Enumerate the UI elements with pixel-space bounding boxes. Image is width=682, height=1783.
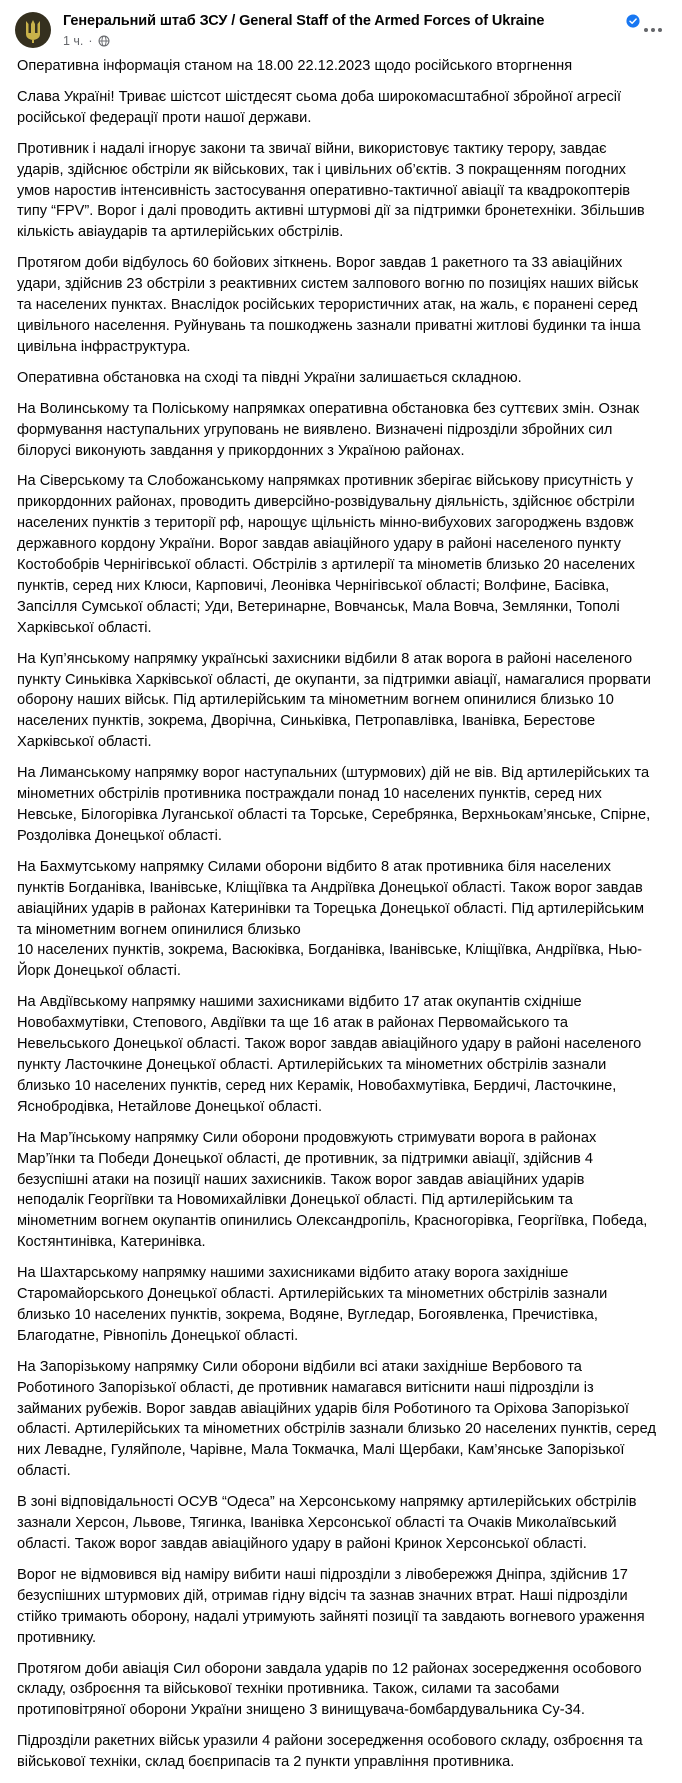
page-avatar[interactable] — [15, 12, 51, 48]
post-paragraph: На Куп’янському напрямку українські захисники відбили 8 атак ворога в районі населеного пункту Синьківка Харківської області, де окупанти, за підтримки авіації, намагалися прорвати оборону наших військ. Під артилерійським та мінометним вогнем опинилися близько 10 населених пунктів, зокрема, Дворічна, Синьківка, Петропавлівка, Іванівка, Берестове Харківської області. — [17, 650, 651, 751]
post-paragraph: Протягом доби авіація Сил оборони завдала ударів по 12 районах зосередження особового складу, озброєння та військової техніки противника. Також, силами та засобами протиповітряної оборони України знищено 3 винищувача-бомбардувальника Су-34. — [17, 1660, 642, 1719]
post-paragraph: Ворог не відмовився від наміру вибити наші підрозділи з лівобережжя Дніпра, здійснив 17 безуспішних штурмових дій, отримав гідну відсіч та зазнав значних втрат. Наші підрозділи стійко тримають оборону, надалі утримують зайняті позиції та завдають вогневого ураження противнику. — [17, 1566, 645, 1646]
post-paragraph: На Мар’їнському напрямку Сили оборони продовжують стримувати ворога в районах Мар’їнки та Победи Донецької області, де противник, за підтримки авіації, здійснив 4 безуспішні атаки на позиції наших захисників. Також ворог завдав авіаційних ударів неподалік Георгіївки та Новомихайлівки Донецької області. Під артилерійським та мінометним вогнем окупантів опинились Олександропіль, Красногорівка, Георгіївка, Победа, Костянтинівка, Катеринівка. — [17, 1129, 648, 1251]
meta-separator: · — [88, 34, 93, 48]
more-options-icon[interactable] — [641, 18, 665, 42]
post-meta — [63, 34, 110, 48]
verified-badge-icon — [626, 14, 640, 28]
post-paragraph: На Лиманському напрямку ворог наступальних (штурмових) дій не вів. Від артилерійських та мінометних обстрілів противника постраждали понад 10 населених пунктів, серед них Невське, Білогорівка Луганської області та Торське, Серебрянка, Верхньокам’янське, Спірне, Роздолівка Донецької області. — [17, 765, 651, 844]
post-paragraph: На Сіверському та Слобожанському напрямках противник зберігає військову присутність у прикордонних районах, проводить диверсійно-розвідувальну діяльність, здійснює обстріли населених пунктів з території рф, нарощує щільність мінно-вибухових загороджень вздовж державного кордону України. Ворог завдав авіаційного удару в районі населеного пункту Костобобрів Чернігівської області. Обстрілів з артилерії та мінометів близько 20 населених пунктів, серед них Клюси, Карповичі, Леонівка Чернігівської області; Волфине, Басівка, Запсілля Сумської області; Уди, Ветеринарне, Вовчанськ, Мала Вовча, Землянки, Тополі Харківської області. — [17, 473, 635, 636]
post-author-name[interactable]: Генеральний штаб ЗСУ / General Staff of the Armed Forces of Ukraine — [63, 13, 545, 29]
post-header — [15, 12, 667, 50]
ukraine-trident-emblem-icon — [15, 12, 51, 48]
post-body — [17, 56, 667, 1783]
post-paragraph: Підрозділи ракетних військ уразили 4 райони зосередження особового складу, озброєння та військової техніки, склад боєприпасів та 2 пункти управління противника. — [17, 1733, 643, 1771]
post-paragraph: На Авдіївському напрямку нашими захисниками відбито 17 атак окупантів східніше Новобахмутівки, Степового, Авдіївки та ще 16 атак в районах Первомайського та Невельського Донецької області. Також ворог завдав авіаційного удару в районі населеного пункту Ласточкине Донецької області. Артилерійських та мінометних обстрілів зазнали близько 10 населених пунктів, серед них Керамік, Новобахмутівка, Бердичі, Ласточкине, Яснобродівка, Нетайлове Донецької області. — [17, 994, 642, 1115]
globe-icon — [98, 35, 110, 47]
post-paragraph: Противник і надалі ігнорує закони та звичаї війни, використовує тактику терору, завдає ударів, здійснює обстріли як військових, так і цивільних об’єктів. З покращенням погодних умов наростив інтенсивність застосування оперативно-тактичної авіації та квадрокоптерів типу “FPV”. Ворог і далі проводить активні штурмові дії за підтримки бронетехніки. Збільшив кількість авіаударів та артилерійських обстрілів. — [17, 140, 645, 241]
post-paragraph: На Запорізькому напрямку Сили оборони відбили всі атаки західніше Вербового та Роботиного Запорізької області, де противник намагався витіснити наші підрозділи із займаних рубежів. Ворог завдав авіаційних ударів біля Роботиного та Оріхова Запорізької області. Артилерійських та мінометних обстрілів зазнали близько 20 населених пунктів, серед них Левадне, Гуляйполе, Чарівне, Мала Токмачка, Малі Щербаки, Кам’янське Запорізької області. — [17, 1358, 656, 1480]
post-paragraph: На Волинському та Поліському напрямках оперативна обстановка без суттєвих змін. Ознак формування наступальних угруповань не виявлено. Визначені підрозділи збройних сил білорусі виконують завдання у прикордонних з Україною районах. — [17, 400, 640, 459]
post-paragraph: Протягом доби відбулось 60 бойових зіткнень. Ворог завдав 1 ракетного та 33 авіаційних удари, здійснив 23 обстріли з реактивних систем залпового вогню по позиціях наших військ та населених пунктах. Внаслідок російських терористичних атак, на жаль, є поранені серед цивільного населення. Руйнувань та пошкоджень зазнали приватні житлові будинки та інша цивільна інфраструктура. — [17, 255, 641, 355]
post-timestamp[interactable]: 1 ч. — [63, 34, 84, 48]
post-paragraph: В зоні відповідальності ОСУВ “Одеса” на Херсонському напрямку артилерійських обстрілів зазнали Херсон, Львове, Тягинка, Іванівка Херсонської області та Очаків Миколаївський області. Також ворог завдав авіаційного удару в районі Кринок Херсонської області. — [17, 1494, 637, 1552]
post-paragraph: На Бахмутському напрямку Силами оборони відбито 8 атак противника біля населених пунктів Богданівка, Іванівське, Кліщіївка та Андріївка Донецької області. Також ворог завдав авіаційних ударів в районах Катеринівки та Торецька Донецької області. Під артилерійським та мінометним вогнем опинилися близько 10 населених пунктів, зокрема, Васюківка, Богданівка, Іванівське, Кліщіївка, Андріївка, Нью- Йорк Донецької області. — [17, 858, 645, 980]
post-paragraph: Оперативна обстановка на сході та півдні України залишається складною. — [17, 369, 522, 386]
post-paragraph: Оперативна інформація станом на 18.00 22.12.2023 щодо російського вторгнення — [17, 58, 573, 74]
post-paragraph: Слава Україні! Триває шістсот шістдесят сьома доба широкомасштабної збройної агресії російської федерації проти нашої держави. — [17, 88, 622, 126]
post-paragraph: На Шахтарському напрямку нашими захисниками відбито атаку ворога західніше Старомайорського Донецької області. Артилерійських та мінометних обстрілів зазнали близько 10 населених пунктів, зокрема, Водяне, Вугледар, Богоявленка, Пречистівка, Благодатне, Рівнопіль Донецької області. — [17, 1265, 608, 1344]
